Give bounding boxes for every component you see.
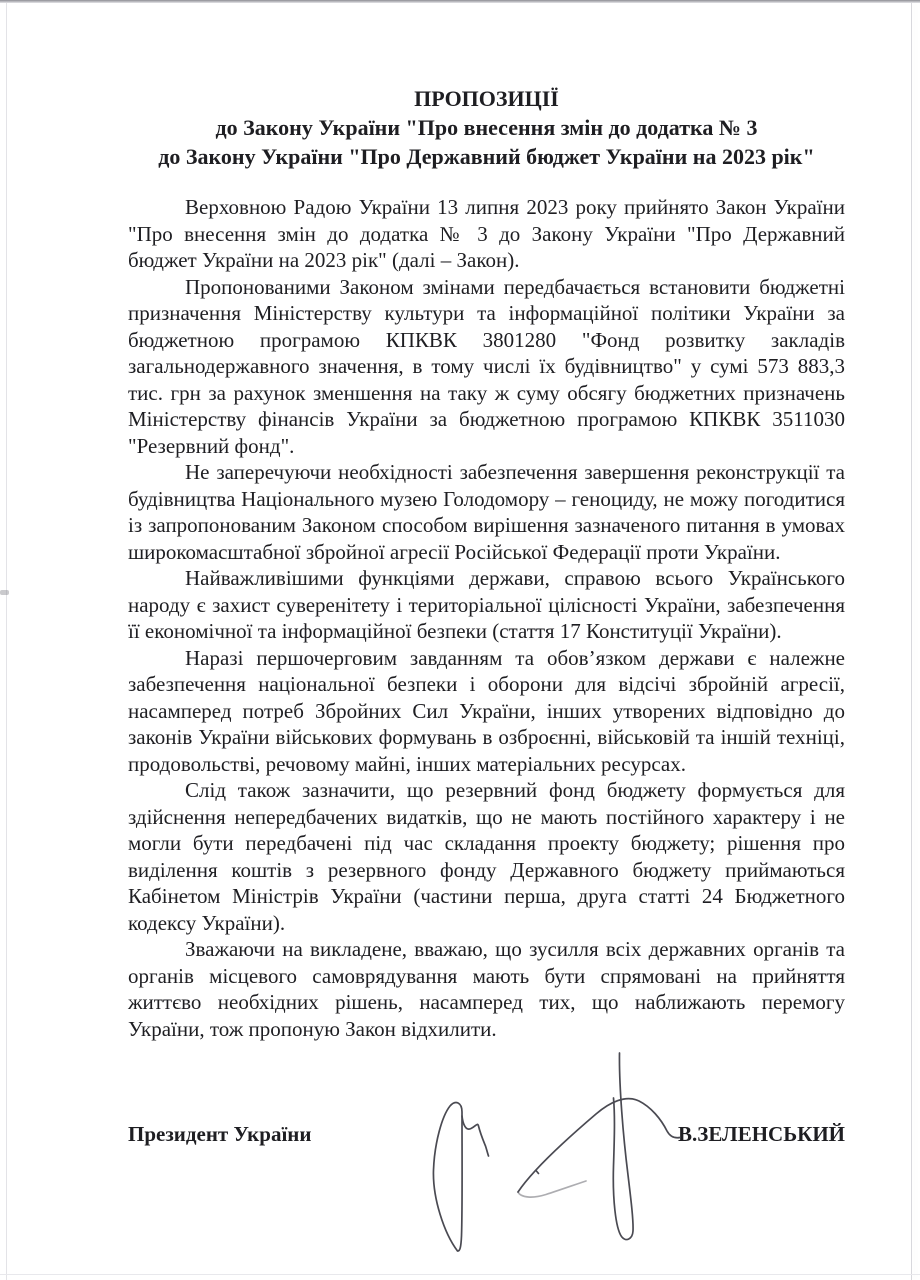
document-subtitle-line-2: до Закону України "Про Державний бюджет України на 2023 рік" xyxy=(158,144,815,169)
document-body xyxy=(128,84,845,1042)
document-paragraph: Не заперечуючи необхідності забезпечення завершення реконструкції та будівництва Національного музею Голодомору – геноциду, не можу погодитися із запропонованим Законом способом вирішення зазначеного питання в умовах широкомасштабної збройної агресії Російської Федерації проти України. xyxy=(128,460,845,564)
scan-edge-bottom xyxy=(0,1274,920,1275)
scan-edge-top xyxy=(0,0,920,3)
handwritten-signature-icon xyxy=(400,1040,720,1280)
document-paragraph: Пропонованими Законом змінами передбачається встановити бюджетні призначення Міністерству культури та інформаційної політики України за бюджетною програмою КПКВК 3801280 "Фонд розвитку закладів загальнодержавного значення, в тому числі їх будівництво" у сумі 573 883,3 тис. грн за рахунок зменшення на таку ж суму обсягу бюджетних призначень Міністерству фінансів України за бюджетною програмою КПКВК 3511030 "Резервний фонд". xyxy=(128,274,845,458)
signatory-role-label: Президент України xyxy=(128,1122,312,1146)
scan-stray-mark xyxy=(0,590,9,595)
signoff-row xyxy=(128,1122,845,1147)
document-title-block xyxy=(128,84,845,171)
scan-edge-right xyxy=(911,3,912,1280)
document-subtitle-line-1: до Закону України "Про внесення змін до додатка № 3 xyxy=(215,115,758,140)
document-paragraph: Зважаючи на викладене, вважаю, що зусилля всіх державних органів та органів місцевого самоврядування мають бути спрямовані на прийняття життєво необхідних рішень, насамперед тих, що наближають перемогу України, тож пропоную Закон відхилити. xyxy=(128,937,845,1041)
document-title: ПРОПОЗИЦІЇ xyxy=(414,86,559,111)
document-paragraph: Наразі першочерговим завданням та обов’язком держави є належне забезпечення національної безпеки і оборони для відсічі збройній агресії, насамперед потреб Збройних Сил України, інших утворених відповідно до законів України військових формувань в озброєнні, військовій та іншій техніці, продовольстві, речовому майні, інших матеріальних ресурсах. xyxy=(128,645,845,776)
document-text xyxy=(128,194,845,1042)
document-paragraph: Слід також зазначити, що резервний фонд бюджету формується для здійснення непередбачених видатків, що не мають постійного характеру і не могли бути передбачені під час складання проекту бюджету; рішення про виділення коштів з резервного фонду Державного бюджету приймаються Кабінетом Міністрів України (частини перша, друга статті 24 Бюджетного кодексу України). xyxy=(128,778,845,935)
signatory-name: В.ЗЕЛЕНСЬКИЙ xyxy=(677,1122,845,1146)
document-paragraph: Верховною Радою України 13 липня 2023 року прийнято Закон України "Про внесення змін до додатка № 3 до Закону України "Про Державний бюджет України на 2023 рік" (далі – Закон). xyxy=(128,195,845,272)
scan-edge-left xyxy=(6,3,7,1280)
document-paragraph: Найважливішими функціями держави, справою всього Українського народу є захист суверенітету і територіальної цілісності України, забезпечення її економічної та інформаційної безпеки (стаття 17 Конституції України). xyxy=(128,566,845,643)
